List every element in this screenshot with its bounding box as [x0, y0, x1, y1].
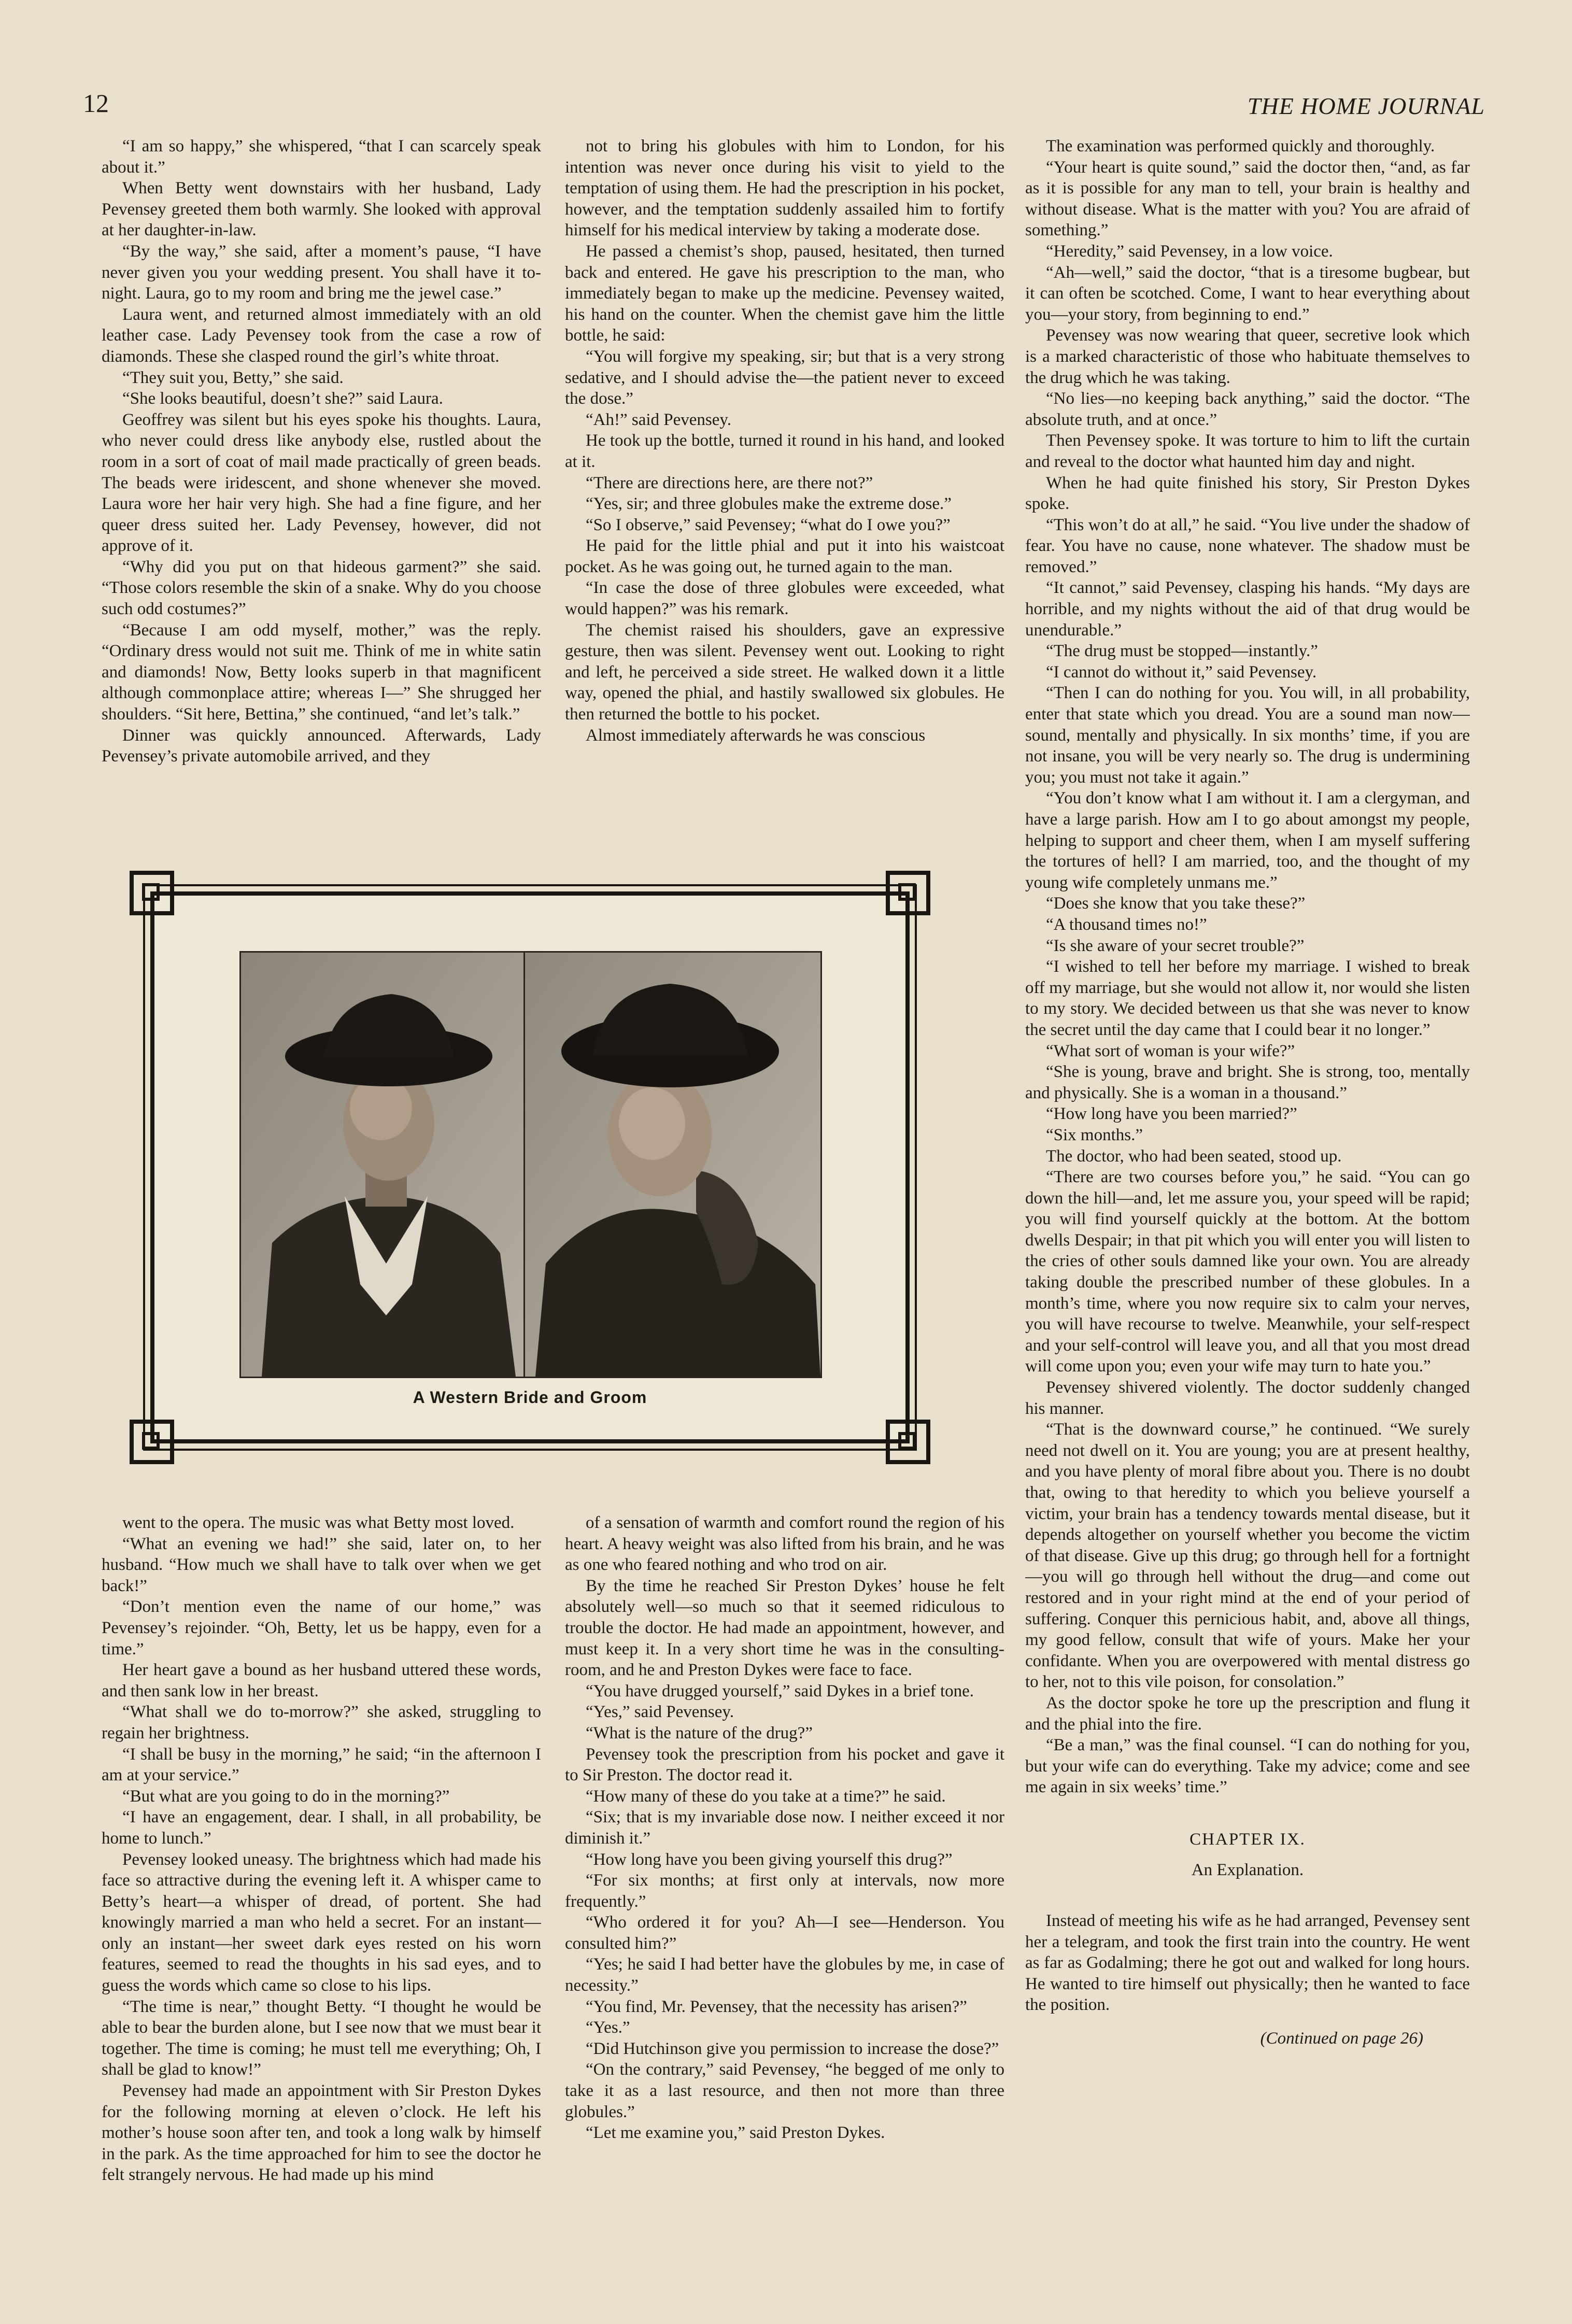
- paragraph: When he had quite finished his story, Sir Preston Dykes spoke.: [1025, 473, 1470, 514]
- paragraph: “What an evening we had!” she said, later on, to her husband. “How much we shall have to talk over when we get back!”: [102, 1534, 541, 1595]
- paragraph: “In case the dose of three globules were exceeded, what would happen?” was his remark.: [565, 578, 1004, 619]
- paragraph: “Be a man,” was the final counsel. “I can do nothing for you, but your wife can do everything. Take my advice; come and see me again in six weeks’ time.”: [1025, 1736, 1470, 1797]
- figure-caption: A Western Bride and Groom: [413, 1388, 647, 1407]
- paragraph: “Six months.”: [1046, 1125, 1143, 1144]
- paragraph: “The time is near,” thought Betty. “I thought he would be able to bear the burden alone, but I see now that we must bear it together. The time is coming; he must tell me everything; Oh, I shall be glad to know!”: [102, 1997, 541, 2079]
- paragraph: “Don’t mention even the name of our home,” was Pevensey’s rejoinder. “Oh, Betty, let us be happy, even for a time.”: [102, 1597, 541, 1659]
- paragraph: “A thousand times no!”: [1046, 915, 1207, 934]
- paragraph: “What is the nature of the drug?”: [586, 1723, 813, 1742]
- paragraph: He passed a chemist’s shop, paused, hesitated, then turned back and entered. He gave his prescription to the man, who immediately began to make up the medicine. Pevensey waited, his hand on the counter. When the chemist gave him the little bottle, he said:: [565, 242, 1004, 345]
- paragraph: “You don’t know what I am without it. I am a clergyman, and have a large parish. How am I to go about amongst my people, helping to support and cheer them, when I am myself suffering the tortures of hell? I am married, too, and the thought of my young wife completely unmans me.”: [1025, 789, 1470, 892]
- chapter-heading: CHAPTER IX.: [1189, 1830, 1306, 1849]
- paragraph: The chemist raised his shoulders, gave an expressive gesture, then was silent. Pevensey went out. Looking to right and left, he perceived a side street. He walked down it a little way, opened the phial, and hastily swallowed six globules. He then returned the bottle to his pocket.: [565, 620, 1004, 724]
- paragraph: “That is the downward course,” he continued. “We surely need not dwell on it. You are young; you are at present healthy, and you have plenty of moral fibre about you. There is no doubt that, owing to that heredity to which you believe yourself a victim, your brain has a tendency towards mental disease, but it depends altogether on yourself whether you become the victim of that disease. Give up this drug; go through hell for a fortnight—you will go through hell without the drug—and come out restored and in your right mind at the end of your period of suffering. Conquer this pernicious habit, and, above all things, my good fellow, consult that wife of yours. Make her your confidante. When you are overpowered with mental distress go to her, not to this vile poison, for consolation.”: [1025, 1420, 1470, 1692]
- paragraph: “So I observe,” said Pevensey; “what do I owe you?”: [586, 515, 951, 534]
- paragraph: Pevensey looked uneasy. The brightness which had made his face so attractive during the evening left it. A whisper came to Betty’s heart—a whisper of dread, of portent. She had knowingly married a man who held a secret. For an instant—only an instant—her sweet dark eyes rested on his worn features, seemed to read the thoughts in his sad eyes, and to guess the words which came so close to his lips.: [102, 1850, 541, 1995]
- paragraph: Her heart gave a bound as her husband uttered these words, and then sank low in her breast.: [102, 1661, 541, 1701]
- continued-note: (Continued on page 26): [1260, 2029, 1423, 2048]
- paragraph: “Yes; he said I had better have the globules by me, in case of necessity.”: [565, 1955, 1004, 1995]
- paragraph: of a sensation of warmth and comfort round the region of his heart. A heavy weight was also lifted from his brain, and he was as one who feared nothing and who trod on air.: [565, 1513, 1004, 1575]
- paragraph: “Does she know that you take these?”: [1046, 894, 1306, 913]
- paragraph: “Ah!” said Pevensey.: [586, 410, 732, 429]
- paragraph: “By the way,” she said, after a moment’s pause, “I have never given you your wedding present. You shall have it to-night. Laura, go to my room and bring me the jewel case.”: [102, 242, 541, 303]
- frame-corner-ornament: [130, 1420, 174, 1464]
- paragraph: “I cannot do without it,” said Pevensey.: [1046, 662, 1317, 682]
- column-bottom-middle: [565, 1512, 1004, 2259]
- frame-corner-ornament: [130, 871, 174, 915]
- column-top-middle: [565, 136, 1004, 841]
- paragraph: “Is she aware of your secret trouble?”: [1046, 936, 1305, 955]
- groom-photo: [239, 951, 538, 1378]
- column-right: [1025, 136, 1470, 2290]
- paragraph: “Did Hutchinson give you permission to increase the dose?”: [586, 2039, 999, 2058]
- paragraph: “I shall be busy in the morning,” he said; “in the afternoon I am at your service.”: [102, 1745, 541, 1785]
- paragraph: “She is young, brave and bright. She is strong, too, mentally and physically. She is a woman in a thousand.”: [1025, 1062, 1470, 1102]
- paragraph: “How long have you been married?”: [1046, 1104, 1297, 1124]
- paragraph: “Then I can do nothing for you. You will, in all probability, enter that state which you dread. You are a sound man now—sound, mentally and physically. In six months’ time, if you are not insane, you will be very nearly so. The drug is undermining you; you must not take it again.”: [1025, 684, 1470, 787]
- paragraph: “It cannot,” said Pevensey, clasping his hands. “My days are horrible, and my nights without the aid of that drug would be unendurable.”: [1025, 578, 1470, 640]
- paragraph: Geoffrey was silent but his eyes spoke his thoughts. Laura, who never could dress like anybody else, rustled about the room in a sort of coat of mail made practically of green beads. The beads were iridescent, and shone whenever she moved. Laura wore her hair very high. She had a fine figure, and her queer dress suited her. Lady Pevensey, however, did not approve of it.: [102, 410, 541, 556]
- paragraph: “This won’t do at all,” he said. “You live under the shadow of fear. You have no cause, none whatever. The shadow must be removed.”: [1025, 515, 1470, 576]
- paragraph: As the doctor spoke he tore up the prescription and flung it and the phial into the fire.: [1025, 1693, 1470, 1734]
- paragraph: Pevensey shivered violently. The doctor suddenly changed his manner.: [1025, 1378, 1470, 1418]
- journal-title: THE HOME JOURNAL: [1247, 93, 1485, 119]
- chapter-body: [1025, 1910, 1470, 2016]
- paragraph: “On the contrary,” said Pevensey, “he begged of me only to take it as a last resource, and then not more than three globules.”: [565, 2060, 1004, 2121]
- paragraph: “Heredity,” said Pevensey, in a low voice.: [1046, 242, 1333, 261]
- paragraph: “They suit you, Betty,” she said.: [122, 368, 344, 387]
- paragraph: “How long have you been giving yourself this drug?”: [586, 1850, 953, 1869]
- paragraph: “Yes, sir; and three globules make the extreme dose.”: [586, 494, 952, 514]
- paragraph: The doctor, who had been seated, stood up.: [1046, 1146, 1342, 1166]
- paragraph: Then Pevensey spoke. It was torture to him to lift the curtain and reveal to the doctor what haunted him day and night.: [1025, 431, 1470, 471]
- paragraph: “For six months; at first only at intervals, now more frequently.”: [565, 1871, 1004, 1911]
- paragraph: “You find, Mr. Pevensey, that the necessity has arisen?”: [586, 1997, 967, 2016]
- column-right-body: [1025, 136, 1470, 1798]
- paragraph: “Because I am odd myself, mother,” was the reply. “Ordinary dress would not suit me. Think of me in white satin and diamonds! Now, Betty looks superb in that magnificent although commonplace attire; whereas I—” She shrugged her shoulders. “Sit here, Bettina,” she continued, “and let’s talk.”: [102, 620, 541, 724]
- paragraph: “I am so happy,” she whispered, “that I can scarcely speak about it.”: [102, 137, 541, 177]
- paragraph: “But what are you going to do in the morning?”: [122, 1787, 450, 1806]
- paragraph: “Yes,” said Pevensey.: [586, 1703, 734, 1722]
- paragraph: Instead of meeting his wife as he had arranged, Pevensey sent her a telegram, and took the first train into the country. He went as far as Godalming; there he got out and walked for long hours. He wanted to tire himself out physically; then he wanted to face the position.: [1025, 1911, 1470, 2015]
- paragraph: Pevensey had made an appointment with Sir Preston Dykes for the following morning at eleven o’clock. He left his mother’s house soon after ten, and took a long walk by himself in the park. As the time approached for him to see the doctor he felt strangely nervous. He had made up his mind: [102, 2081, 541, 2185]
- column-bottom-left: [102, 1512, 541, 2259]
- paragraph: “There are directions here, are there not?”: [586, 473, 873, 492]
- paragraph: By the time he reached Sir Preston Dykes’ house he felt absolutely well—so much so that it seemed ridiculous to trouble the doctor. He had made an appointment, however, and must keep it. In a very short time he was in the consulting-room, and he and Preston Dykes were face to face.: [565, 1576, 1004, 1680]
- frame-corner-ornament: [886, 1420, 930, 1464]
- bride-photo: [523, 951, 822, 1378]
- paragraph: “The drug must be stopped—instantly.”: [1046, 642, 1318, 661]
- photo-figure: [130, 871, 930, 1464]
- paragraph: “Let me examine you,” said Preston Dykes.: [586, 2123, 885, 2143]
- paragraph: Laura went, and returned almost immediately with an old leather case. Lady Pevensey took from the case a row of diamonds. These she clasped round the girl’s white throat.: [102, 305, 541, 366]
- frame-corner-ornament: [886, 871, 930, 915]
- paragraph: When Betty went downstairs with her husband, Lady Pevensey greeted them both warmly. She looked with approval at her daughter-in-law.: [102, 179, 541, 240]
- column-top-left: [102, 136, 541, 841]
- paragraph: Pevensey was now wearing that queer, secretive look which is a marked characteristic of those who habituate themselves to the drug which he was taking.: [1025, 326, 1470, 387]
- paragraph: “Why did you put on that hideous garment?” she said. “Those colors resemble the skin of a snake. Why do you choose such odd costumes?”: [102, 557, 541, 619]
- paragraph: “What sort of woman is your wife?”: [1046, 1041, 1295, 1060]
- paragraph: “Six; that is my invariable dose now. I neither exceed it nor diminish it.”: [565, 1808, 1004, 1848]
- paragraph: “No lies—no keeping back anything,” said the doctor. “The absolute truth, and at once.”: [1025, 389, 1470, 429]
- chapter-subtitle: An Explanation.: [1191, 1860, 1304, 1879]
- paragraph: “How many of these do you take at a time?” he said.: [586, 1787, 946, 1806]
- paragraph: “There are two courses before you,” he said. “You can go down the hill—and, let me assure you, your speed will be rapid; you will find yourself quickly at the bottom. At the bottom dwells Despair; in that pit which you will enter you will listen to the cries of other souls damned like your own. You are already taking double the prescribed number of these globules. In a month’s time, where you now require six to calm your nerves, you will have recourse to twelve. Meanwhile, your self-respect and your self-control will leave you, and all that you most dread will come upon you; even your wife may turn to hate you.”: [1025, 1168, 1470, 1376]
- paragraph: “What shall we do to-morrow?” she asked, struggling to regain her brightness.: [102, 1703, 541, 1742]
- paragraph: “You have drugged yourself,” said Dykes in a brief tone.: [586, 1681, 974, 1701]
- paragraph: Dinner was quickly announced. Afterwards, Lady Pevensey’s private automobile arrived, and they: [102, 726, 541, 766]
- paragraph: not to bring his globules with him to London, for his intention was never once during his visit to yield to the temptation of using them. He had the prescription in his pocket, however, and the temptation suddenly assailed him to fortify himself for his medical interview by taking a moderate dose.: [565, 137, 1004, 240]
- paragraph: He took up the bottle, turned it round in his hand, and looked at it.: [565, 431, 1004, 471]
- paragraph: Pevensey took the prescription from his pocket and gave it to Sir Preston. The doctor read it.: [565, 1745, 1004, 1785]
- paragraph: “Yes.”: [586, 2018, 630, 2037]
- paragraph: went to the opera. The music was what Betty most loved.: [122, 1513, 515, 1532]
- paragraph: “Your heart is quite sound,” said the doctor then, “and, as far as it is possible for any man to tell, your brain is healthy and without disease. What is the matter with you? You are afraid of something.”: [1025, 158, 1470, 240]
- paragraph: “She looks beautiful, doesn’t she?” said Laura.: [122, 389, 443, 408]
- paragraph: The examination was performed quickly and thoroughly.: [1046, 137, 1435, 155]
- paragraph: “I have an engagement, dear. I shall, in all probability, be home to lunch.”: [102, 1808, 541, 1848]
- paragraph: “I wished to tell her before my marriage. I wished to break off my marriage, but she would not allow it, nor would she listen to my story. We decided between us that she was never to know the secret until the day came that I could bear it no longer.”: [1025, 957, 1470, 1039]
- page-number: 12: [83, 89, 109, 118]
- paragraph: “Who ordered it for you? Ah—I see—Henderson. You consulted him?”: [565, 1913, 1004, 1953]
- paragraph: He paid for the little phial and put it into his waistcoat pocket. As he was going out, he turned again to the man.: [565, 536, 1004, 576]
- paragraph: “Ah—well,” said the doctor, “that is a tiresome bugbear, but it can often be scotched. Come, I want to hear everything about you—your story, from beginning to end.”: [1025, 263, 1470, 324]
- paragraph: “You will forgive my speaking, sir; but that is a very strong sedative, and I should advise the—the patient never to exceed the dose.”: [565, 347, 1004, 408]
- paragraph: Almost immediately afterwards he was conscious: [586, 726, 926, 745]
